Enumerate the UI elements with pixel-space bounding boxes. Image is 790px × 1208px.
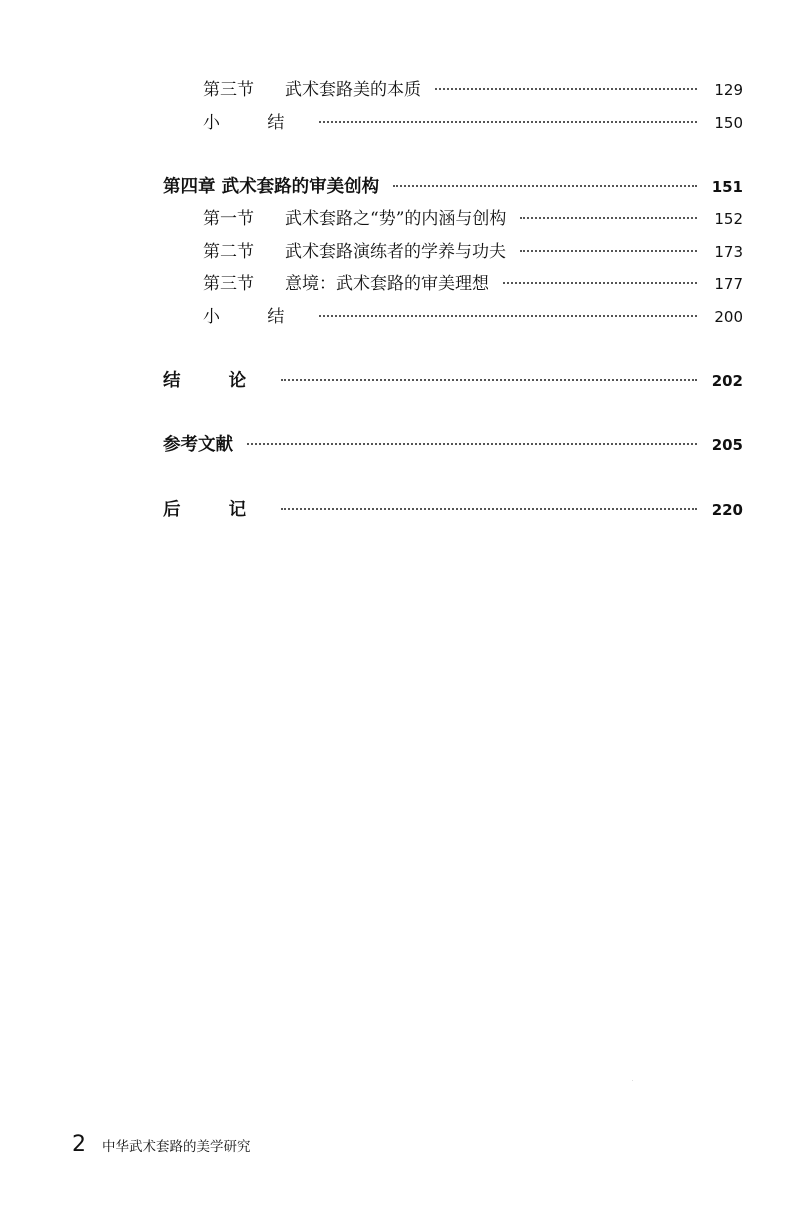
leader-dots	[281, 379, 697, 381]
paper-speck	[632, 1080, 633, 1081]
toc-entry-chapter-4[interactable]	[163, 173, 743, 201]
section-title: 武术套路美的本质	[285, 80, 421, 100]
toc-entry-afterword[interactable]	[163, 496, 743, 524]
section-title: 武术套路之“势”的内涵与创构	[285, 209, 507, 229]
leader-dots	[503, 282, 697, 284]
section-title: 小 结	[203, 113, 306, 133]
leader-dots	[393, 185, 697, 187]
toc-entry-conclusion[interactable]	[163, 367, 743, 395]
page-number: 200	[714, 308, 743, 326]
leader-dots	[319, 315, 697, 317]
leader-dots	[520, 217, 697, 219]
leader-dots	[319, 121, 697, 123]
chapter-title: 结 论	[163, 371, 268, 391]
toc-entry-ch4-summary[interactable]	[203, 303, 743, 331]
toc-entry-ch4-sec2[interactable]	[203, 238, 743, 266]
leader-dots	[520, 250, 697, 252]
section-number: 第三节	[203, 80, 254, 100]
page-footer	[72, 1132, 251, 1157]
page-number: 202	[711, 372, 743, 390]
page-number: 152	[714, 210, 743, 228]
toc-entry-ch4-sec3[interactable]	[203, 270, 743, 298]
chapter-title: 第四章 武术套路的审美创构	[163, 177, 380, 197]
page-number: 173	[714, 243, 743, 261]
toc-entry-ch4-sec1[interactable]	[203, 205, 743, 233]
toc-entry-ch3-sec3[interactable]	[203, 76, 743, 104]
section-title: 武术套路演练者的学养与功夫	[285, 242, 506, 262]
page-number: 151	[711, 178, 743, 196]
section-number: 第一节	[203, 209, 254, 229]
leader-dots	[247, 443, 697, 445]
page-number: 205	[711, 436, 743, 454]
section-title: 意境：武术套路的审美理想	[285, 274, 489, 294]
section-number: 第二节	[203, 242, 254, 262]
leader-dots	[435, 88, 697, 90]
toc-entry-references[interactable]	[163, 431, 743, 459]
section-number: 第三节	[203, 274, 254, 294]
chapter-title: 参考文献	[163, 435, 233, 455]
page-number: 129	[714, 81, 743, 99]
section-title: 小 结	[203, 307, 306, 327]
page-number: 150	[714, 114, 743, 132]
folio-number: 2	[72, 1132, 86, 1157]
page-number: 177	[714, 275, 743, 293]
leader-dots	[281, 508, 697, 510]
toc-entry-ch3-summary[interactable]	[203, 109, 743, 137]
page-number: 220	[711, 501, 743, 519]
chapter-title: 后 记	[163, 500, 268, 520]
running-title: 中华武术套路的美学研究	[102, 1139, 251, 1155]
